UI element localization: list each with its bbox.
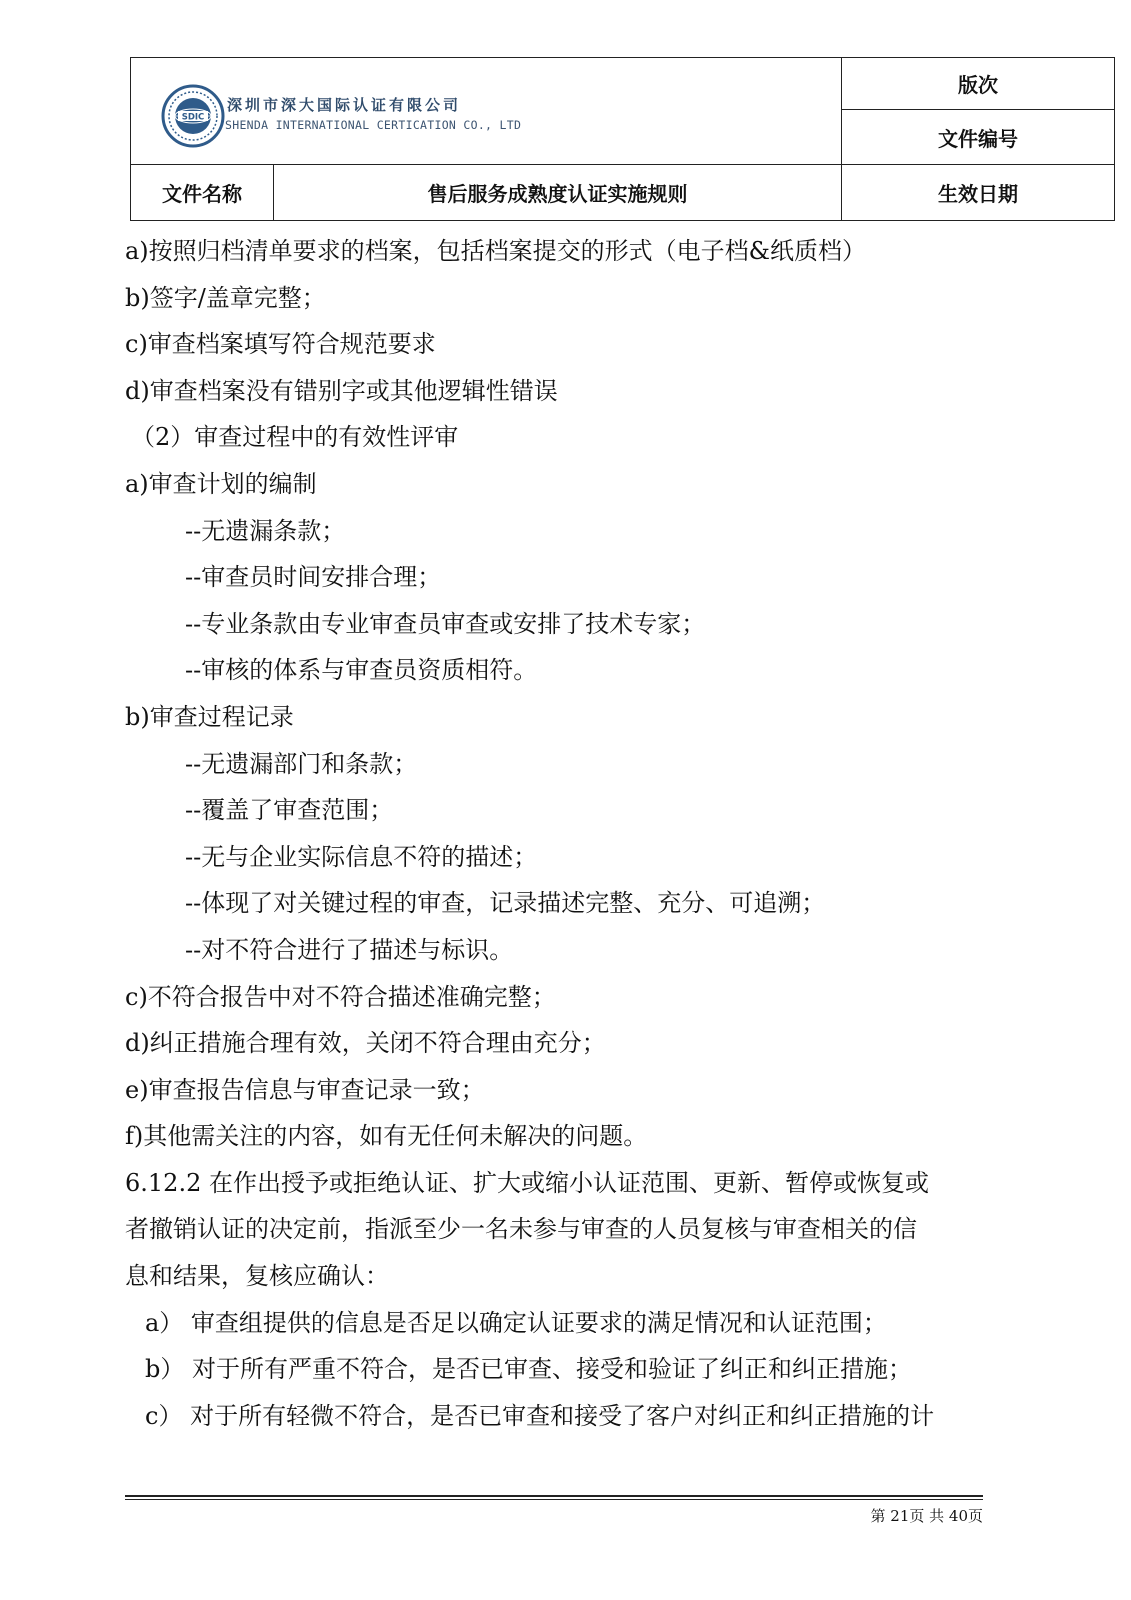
page-number: 第 21页 共 40页 xyxy=(870,1507,983,1525)
list-item: --体现了对关键过程的审查，记录描述完整、充分、可追溯； xyxy=(185,889,826,918)
doc-name-label: 文件名称 xyxy=(162,182,242,206)
text-line: b)签字/盖章完整； xyxy=(125,283,326,312)
list-item: b） 对于所有严重不符合，是否已审查、接受和验证了纠正和纠正措施； xyxy=(145,1355,912,1384)
doc-name: 售后服务成熟度认证实施规则 xyxy=(427,182,688,206)
list-item: --审查员时间安排合理； xyxy=(185,563,442,592)
footer-rule xyxy=(125,1495,983,1497)
text-line: f)其他需关注的内容，如有无任何未解决的问题。 xyxy=(125,1122,648,1151)
paragraph-line: 6.12.2 在作出授予或拒绝认证、扩大或缩小认证范围、更新、暂停或恢复或 xyxy=(125,1168,929,1197)
list-item: --无与企业实际信息不符的描述； xyxy=(185,842,538,871)
text-line: a)按照归档清单要求的档案，包括档案提交的形式（电子档&纸质档） xyxy=(125,237,867,265)
text-line: d)审查档案没有错别字或其他逻辑性错误 xyxy=(125,376,558,405)
logo-text: SDIC xyxy=(181,112,205,123)
document-body xyxy=(125,228,995,1439)
version-label: 版次 xyxy=(958,73,998,97)
text-line: a)审查计划的编制 xyxy=(125,469,317,498)
list-item: --审核的体系与审查员资质相符。 xyxy=(185,656,538,685)
company-logo-icon xyxy=(161,84,225,148)
text-line: b)审查过程记录 xyxy=(125,702,294,731)
company-name-cn: 深圳市深大国际认证有限公司 xyxy=(227,96,462,114)
effective-date-label: 生效日期 xyxy=(938,182,1018,206)
list-item: c） 对于所有轻微不符合，是否已审查和接受了客户对纠正和纠正措施的计 xyxy=(145,1401,935,1430)
text-line: e)审查报告信息与审查记录一致； xyxy=(125,1075,485,1104)
list-item: a） 审查组提供的信息是否足以确定认证要求的满足情况和认证范围； xyxy=(145,1308,887,1337)
text-line: d)纠正措施合理有效，关闭不符合理由充分； xyxy=(125,1029,606,1058)
list-item: --无遗漏条款； xyxy=(185,516,346,545)
paragraph-line: 息和结果，复核应确认： xyxy=(125,1262,389,1291)
list-item: --覆盖了审查范围； xyxy=(185,796,394,825)
list-item: --无遗漏部门和条款； xyxy=(185,749,418,778)
doc-number-label: 文件编号 xyxy=(938,126,1018,151)
text-line: c)不符合报告中对不符合描述准确完整； xyxy=(125,982,556,1011)
list-item: --对不符合进行了描述与标识。 xyxy=(185,935,514,964)
section-heading: （2）审查过程中的有效性评审 xyxy=(131,423,459,452)
footer-rule xyxy=(125,1499,983,1500)
company-name-en: SHENDA INTERNATIONAL CERTICATION CO., LTD xyxy=(225,118,522,132)
text-line: c)审查档案填写符合规范要求 xyxy=(125,330,436,359)
list-item: --专业条款由专业审查员审查或安排了技术专家； xyxy=(185,609,706,638)
document-header-table xyxy=(130,57,1115,221)
paragraph-line: 者撤销认证的决定前，指派至少一名未参与审查的人员复核与审查相关的信 xyxy=(125,1215,917,1244)
